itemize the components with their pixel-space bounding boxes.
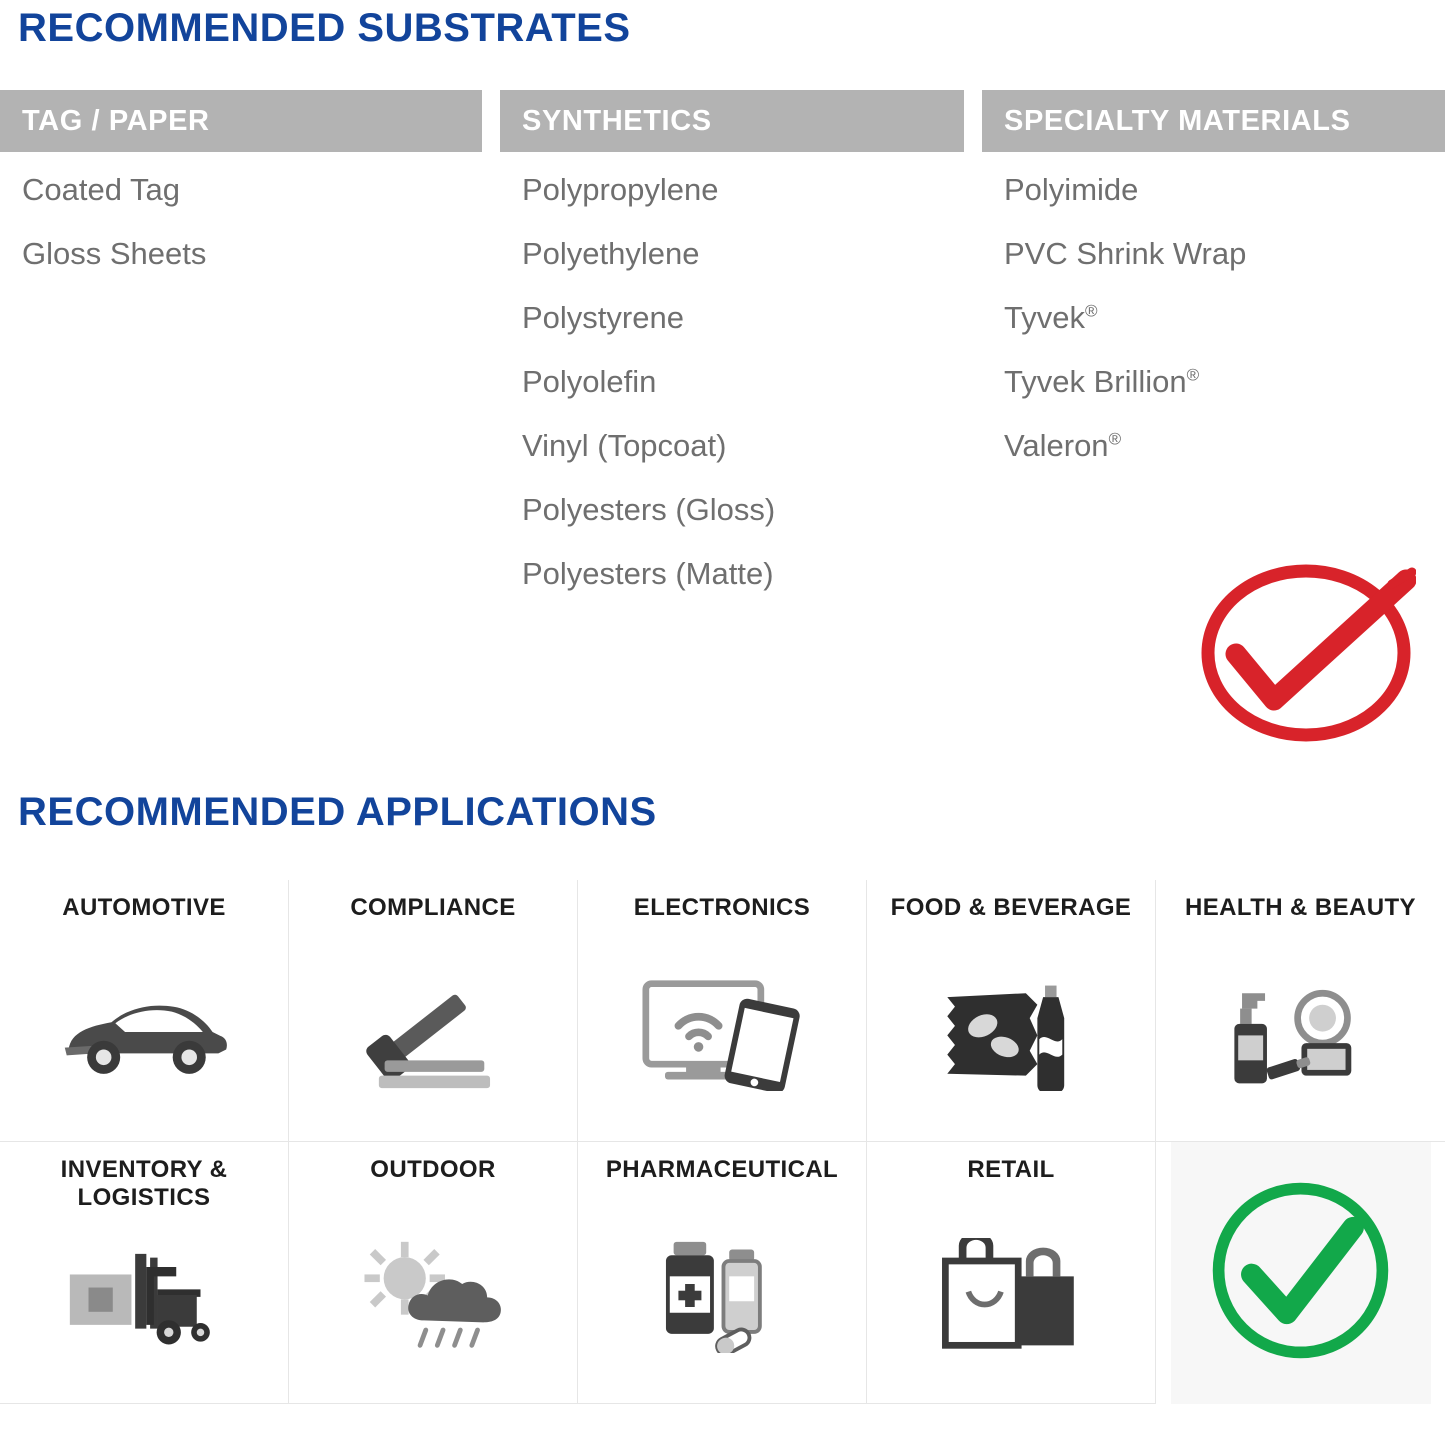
item-text: Vinyl (Topcoat) xyxy=(522,428,727,463)
item-text: Polyimide xyxy=(1004,172,1139,207)
application-label: PHARMACEUTICAL xyxy=(605,1156,839,1183)
application-cell-health-beauty xyxy=(1156,880,1445,1142)
list-item xyxy=(500,174,964,205)
page-title-applications: RECOMMENDED APPLICATIONS xyxy=(18,790,657,834)
car-icon xyxy=(54,958,234,1108)
application-label: AUTOMOTIVE xyxy=(62,894,226,921)
list-item xyxy=(982,174,1445,205)
red-check-icon xyxy=(1196,558,1416,748)
item-text: Polypropylene xyxy=(522,172,719,207)
item-text: PVC Shrink Wrap xyxy=(1004,236,1247,271)
column-items xyxy=(482,152,964,589)
pill-bottles-icon xyxy=(632,1220,812,1370)
green-check-badge xyxy=(1171,1142,1431,1404)
application-cell-food-beverage xyxy=(867,880,1156,1142)
applications-grid xyxy=(0,880,1445,1404)
item-text: Valeron xyxy=(1004,428,1109,463)
item-text: Polyesters (Matte) xyxy=(522,556,774,591)
application-cell-inventory-logistics xyxy=(0,1142,289,1404)
gavel-icon xyxy=(343,958,523,1108)
sun-cloud-rain-icon xyxy=(343,1220,523,1370)
application-label: COMPLIANCE xyxy=(350,894,516,921)
shopping-bag-icon xyxy=(921,1220,1101,1370)
application-cell-green-check xyxy=(1156,1142,1445,1404)
item-text: Tyvek xyxy=(1004,300,1085,335)
item-mark: ® xyxy=(1084,301,1098,321)
application-label: INVENTORY & LOGISTICS xyxy=(60,1156,228,1212)
application-cell-pharmaceutical xyxy=(578,1142,867,1404)
monitor-tablet-icon xyxy=(632,958,812,1108)
list-item xyxy=(982,302,1445,333)
application-label: HEALTH & BEAUTY xyxy=(1185,894,1416,921)
column-header: TAG / PAPER xyxy=(0,90,482,152)
substrates-column-synthetics xyxy=(482,90,964,622)
item-text: Polystyrene xyxy=(522,300,684,335)
list-item xyxy=(500,558,964,589)
application-label: ELECTRONICS xyxy=(633,894,811,921)
application-cell-outdoor xyxy=(289,1142,578,1404)
list-item xyxy=(500,238,964,269)
list-item xyxy=(982,238,1445,269)
list-item xyxy=(500,366,964,397)
forklift-icon xyxy=(54,1220,234,1370)
list-item xyxy=(0,238,482,269)
column-header: SPECIALTY MATERIALS xyxy=(982,90,1445,152)
application-label: RETAIL xyxy=(967,1156,1055,1183)
item-text: Gloss Sheets xyxy=(22,236,207,271)
column-items xyxy=(0,152,482,269)
substrates-column-tag-paper xyxy=(0,90,482,622)
page-title-substrates: RECOMMENDED SUBSTRATES xyxy=(18,6,631,50)
list-item xyxy=(982,366,1445,397)
substrates-table xyxy=(0,90,1445,622)
substrates-column-specialty-materials xyxy=(964,90,1445,622)
application-label: OUTDOOR xyxy=(370,1156,496,1183)
green-check-icon xyxy=(1203,1173,1398,1373)
item-text: Polyethylene xyxy=(522,236,700,271)
list-item xyxy=(500,430,964,461)
application-cell-electronics xyxy=(578,880,867,1142)
item-mark: ® xyxy=(1108,429,1122,449)
item-mark: ® xyxy=(1186,365,1200,385)
snack-bottle-icon xyxy=(921,958,1101,1108)
application-label: FOOD & BEVERAGE xyxy=(890,894,1132,921)
list-item xyxy=(500,494,964,525)
list-item xyxy=(982,430,1445,461)
column-header: SYNTHETICS xyxy=(500,90,964,152)
item-text: Polyesters (Gloss) xyxy=(522,492,776,527)
item-text: Polyolefin xyxy=(522,364,657,399)
application-cell-retail xyxy=(867,1142,1156,1404)
list-item xyxy=(0,174,482,205)
column-items xyxy=(964,152,1445,461)
item-text: Tyvek Brillion xyxy=(1004,364,1187,399)
list-item xyxy=(500,302,964,333)
application-cell-automotive xyxy=(0,880,289,1142)
cosmetics-icon xyxy=(1211,958,1391,1108)
item-text: Coated Tag xyxy=(22,172,180,207)
application-cell-compliance xyxy=(289,880,578,1142)
